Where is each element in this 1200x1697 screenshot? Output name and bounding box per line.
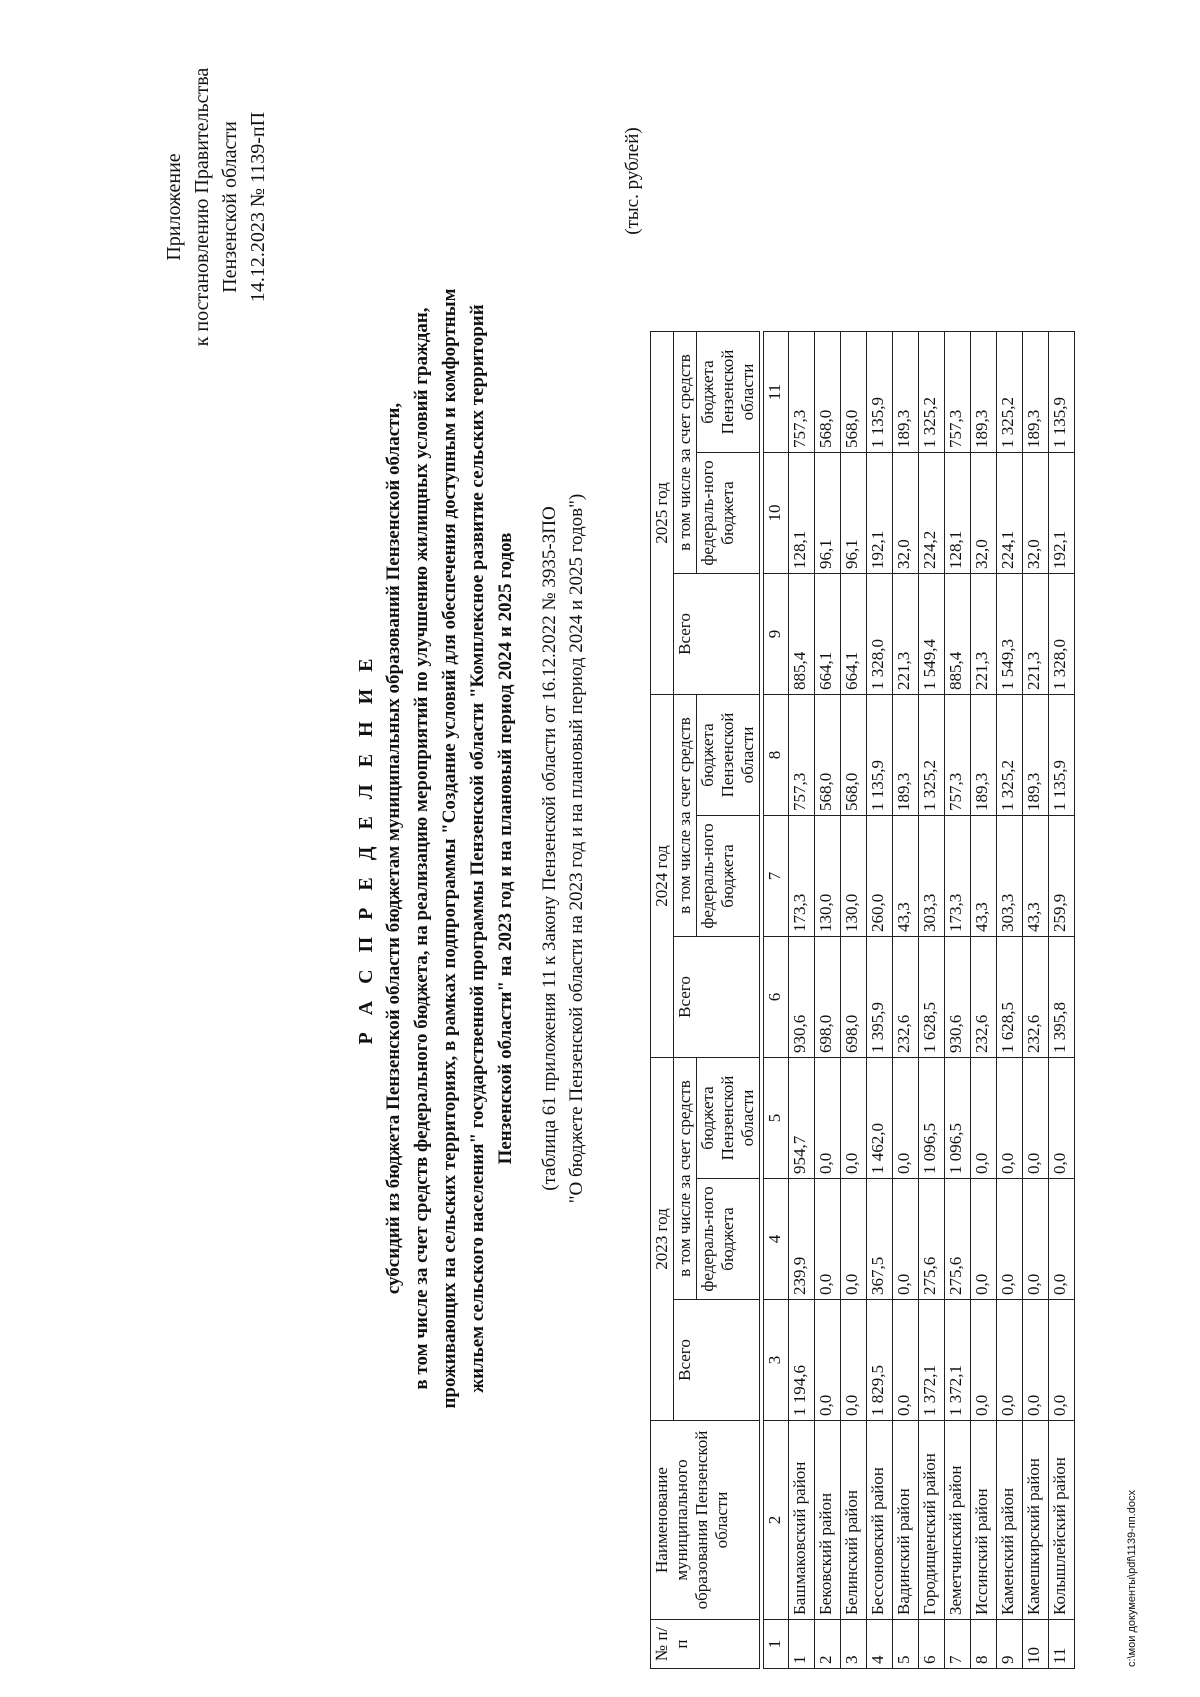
district-name-cell: Каменский район: [997, 1421, 1023, 1620]
table-row: [997, 332, 1023, 1669]
appendix-block: [160, 57, 272, 357]
value-cell: 367,5: [867, 1179, 893, 1300]
appendix-line: Приложение: [163, 153, 185, 261]
value-cell: 1 325,2: [919, 332, 945, 453]
source-line: "О бюджете Пензенской области на 2023 год и на плановый период 2024 и 2025 годов"): [566, 493, 587, 1204]
district-name-cell: Белинский район: [841, 1421, 867, 1620]
table-row: [1023, 332, 1049, 1669]
value-cell: 232,6: [893, 937, 919, 1058]
value-cell: 930,6: [945, 937, 971, 1058]
value-cell: 568,0: [841, 695, 867, 816]
table-row: [867, 332, 893, 1669]
value-cell: 32,0: [1023, 453, 1049, 574]
value-cell: 0,0: [815, 1179, 841, 1300]
column-number-row: [764, 332, 789, 1669]
value-cell: 43,3: [971, 816, 997, 937]
value-cell: 221,3: [1023, 574, 1049, 695]
value-cell: 0,0: [997, 1058, 1023, 1179]
value-cell: 757,3: [789, 695, 815, 816]
heading-line: в том числе за счет средств федерального бюджета, на реализацию мероприятий по улучшению жилищных условий граждан,: [411, 307, 432, 1390]
value-cell: 1 325,2: [919, 695, 945, 816]
value-cell: 189,3: [893, 695, 919, 816]
row-number-cell: 3: [841, 1620, 867, 1669]
value-cell: 192,1: [867, 453, 893, 574]
value-cell: 130,0: [841, 816, 867, 937]
table-row: [841, 332, 867, 1669]
header-incl-2024: в том числе за счет средств: [674, 695, 697, 937]
value-cell: 189,3: [971, 332, 997, 453]
value-cell: 32,0: [971, 453, 997, 574]
value-cell: 568,0: [815, 332, 841, 453]
table-row: [1049, 332, 1075, 1669]
value-cell: 1 135,9: [867, 695, 893, 816]
column-number-cell: 7: [764, 816, 789, 937]
value-cell: 1 395,8: [1049, 937, 1075, 1058]
value-cell: 1 135,9: [1049, 332, 1075, 453]
value-cell: 1 372,1: [945, 1300, 971, 1421]
heading-line: субсидий из бюджета Пензенской области бюджетам муниципальных образований Пензенской области,: [383, 402, 404, 1295]
value-cell: 275,6: [945, 1179, 971, 1300]
value-cell: 0,0: [815, 1058, 841, 1179]
value-cell: 757,3: [945, 695, 971, 816]
district-name-cell: Камешкирский район: [1023, 1421, 1049, 1620]
value-cell: 232,6: [971, 937, 997, 1058]
appendix-line: Пензенской области: [219, 121, 241, 293]
value-cell: 0,0: [971, 1058, 997, 1179]
row-number-cell: 9: [997, 1620, 1023, 1669]
value-cell: 303,3: [997, 816, 1023, 937]
table-row: [919, 332, 945, 1669]
value-cell: 0,0: [971, 1179, 997, 1300]
value-cell: 1 325,2: [997, 695, 1023, 816]
row-number-cell: 10: [1023, 1620, 1049, 1669]
value-cell: 0,0: [1023, 1179, 1049, 1300]
header-total-2025: Всего: [674, 574, 760, 695]
value-cell: 954,7: [789, 1058, 815, 1179]
district-name-cell: Вадинский район: [893, 1421, 919, 1620]
header-year-2024: 2024 год: [651, 695, 674, 1058]
row-number-cell: 5: [893, 1620, 919, 1669]
value-cell: 885,4: [945, 574, 971, 695]
value-cell: 43,3: [1023, 816, 1049, 937]
header-num: № п/п: [651, 1620, 760, 1669]
value-cell: 1 549,4: [919, 574, 945, 695]
value-cell: 189,3: [893, 332, 919, 453]
value-cell: 96,1: [841, 453, 867, 574]
value-cell: 239,9: [789, 1179, 815, 1300]
value-cell: 32,0: [893, 453, 919, 574]
value-cell: 221,3: [971, 574, 997, 695]
document-heading: [352, 0, 520, 1697]
table-row: [893, 332, 919, 1669]
value-cell: 232,6: [1023, 937, 1049, 1058]
value-cell: 96,1: [815, 453, 841, 574]
district-name-cell: Земетчинский район: [945, 1421, 971, 1620]
row-number-cell: 2: [815, 1620, 841, 1669]
value-cell: 130,0: [815, 816, 841, 937]
header-incl-2023: в том числе за счет средств: [674, 1058, 697, 1300]
value-cell: 930,6: [789, 937, 815, 1058]
value-cell: 189,3: [1023, 332, 1049, 453]
value-cell: 0,0: [971, 1300, 997, 1421]
value-cell: 189,3: [1023, 695, 1049, 816]
value-cell: 0,0: [997, 1300, 1023, 1421]
column-number-cell: 6: [764, 937, 789, 1058]
value-cell: 0,0: [1049, 1300, 1075, 1421]
header-fed-2023: федераль-ного бюджета: [697, 1179, 760, 1300]
district-name-cell: Башмаковский район: [789, 1421, 815, 1620]
value-cell: 224,2: [919, 453, 945, 574]
value-cell: 224,1: [997, 453, 1023, 574]
value-cell: 1 135,9: [1049, 695, 1075, 816]
value-cell: 189,3: [971, 695, 997, 816]
column-number-cell: 1: [764, 1620, 789, 1669]
value-cell: 1 325,2: [997, 332, 1023, 453]
value-cell: 303,3: [919, 816, 945, 937]
value-cell: 0,0: [815, 1300, 841, 1421]
district-name-cell: Иссинский район: [971, 1421, 997, 1620]
row-number-cell: 1: [789, 1620, 815, 1669]
header-total-2024: Всего: [674, 937, 760, 1058]
value-cell: 0,0: [997, 1179, 1023, 1300]
value-cell: 1 328,0: [1049, 574, 1075, 695]
appendix-line: 14.12.2023 № 1139-пП: [247, 111, 269, 303]
value-cell: 1 395,9: [867, 937, 893, 1058]
value-cell: 259,9: [1049, 816, 1075, 937]
header-total-2023: Всего: [674, 1300, 760, 1421]
header-name: Наименование муниципального образования Пензенской области: [651, 1421, 760, 1620]
value-cell: 221,3: [893, 574, 919, 695]
table-row: [789, 332, 815, 1669]
value-cell: 1 628,5: [919, 937, 945, 1058]
value-cell: 0,0: [1049, 1058, 1075, 1179]
header-year-2023: 2023 год: [651, 1058, 674, 1421]
units-label: (тыс. рублей): [622, 127, 643, 235]
file-path-footer: c:\мои документы\pdf\1139-пп.docx: [1126, 1490, 1138, 1667]
value-cell: 1 096,5: [919, 1058, 945, 1179]
row-number-cell: 7: [945, 1620, 971, 1669]
heading-line: жильем сельского населения" государственной программы Пензенской области "Комплексное развитие сельских территорий: [467, 304, 488, 1393]
value-cell: 0,0: [841, 1179, 867, 1300]
value-cell: 1 462,0: [867, 1058, 893, 1179]
column-number-cell: 4: [764, 1179, 789, 1300]
source-reference: [536, 0, 590, 1697]
value-cell: 0,0: [841, 1300, 867, 1421]
value-cell: 0,0: [1049, 1179, 1075, 1300]
header-reg-2024: бюджета Пензенской области: [697, 695, 760, 816]
value-cell: 757,3: [789, 332, 815, 453]
value-cell: 0,0: [1023, 1058, 1049, 1179]
table-row: [945, 332, 971, 1669]
value-cell: 664,1: [841, 574, 867, 695]
value-cell: 173,3: [945, 816, 971, 937]
value-cell: 43,3: [893, 816, 919, 937]
header-fed-2025: федераль-ного бюджета: [697, 453, 760, 574]
value-cell: 1 372,1: [919, 1300, 945, 1421]
district-name-cell: Бековский район: [815, 1421, 841, 1620]
column-number-cell: 9: [764, 574, 789, 695]
value-cell: 260,0: [867, 816, 893, 937]
column-number-cell: 3: [764, 1300, 789, 1421]
value-cell: 1 194,6: [789, 1300, 815, 1421]
value-cell: 0,0: [1023, 1300, 1049, 1421]
value-cell: 0,0: [841, 1058, 867, 1179]
value-cell: 1 096,5: [945, 1058, 971, 1179]
document-title: Р А С П Р Е Д Е Л Е Н И Е: [355, 652, 377, 1045]
column-number-cell: 2: [764, 1421, 789, 1620]
header-incl-2025: в том числе за счет средств: [674, 332, 697, 574]
value-cell: 1 135,9: [867, 332, 893, 453]
value-cell: 173,3: [789, 816, 815, 937]
value-cell: 1 628,5: [997, 937, 1023, 1058]
column-number-cell: 5: [764, 1058, 789, 1179]
value-cell: 664,1: [815, 574, 841, 695]
table-row: [815, 332, 841, 1669]
table-body: [760, 332, 1075, 1669]
value-cell: 128,1: [945, 453, 971, 574]
district-name-cell: Бессоновский район: [867, 1421, 893, 1620]
value-cell: 192,1: [1049, 453, 1075, 574]
value-cell: 0,0: [893, 1179, 919, 1300]
column-number-cell: 10: [764, 453, 789, 574]
column-number-cell: 8: [764, 695, 789, 816]
distribution-table: [650, 331, 1075, 1669]
value-cell: 757,3: [945, 332, 971, 453]
header-fed-2024: федераль-ного бюджета: [697, 816, 760, 937]
value-cell: 698,0: [815, 937, 841, 1058]
header-year-2025: 2025 год: [651, 332, 674, 695]
value-cell: 1 549,3: [997, 574, 1023, 695]
value-cell: 698,0: [841, 937, 867, 1058]
value-cell: 885,4: [789, 574, 815, 695]
header-reg-2023: бюджета Пензенской области: [697, 1058, 760, 1179]
appendix-line: к постановлению Правительства: [191, 67, 213, 347]
heading-line: проживающих на сельских территориях, в рамках подпрограммы "Создание условий для обеспечения доступным и комфортным: [439, 288, 460, 1409]
row-number-cell: 8: [971, 1620, 997, 1669]
value-cell: 1 829,5: [867, 1300, 893, 1421]
header-reg-2025: бюджета Пензенской области: [697, 332, 760, 453]
row-number-cell: 11: [1049, 1620, 1075, 1669]
value-cell: 568,0: [841, 332, 867, 453]
value-cell: 568,0: [815, 695, 841, 816]
row-number-cell: 6: [919, 1620, 945, 1669]
value-cell: 1 328,0: [867, 574, 893, 695]
distribution-table-wrap: [650, 331, 1075, 1669]
column-number-cell: 11: [764, 332, 789, 453]
value-cell: 0,0: [893, 1300, 919, 1421]
table-row: [971, 332, 997, 1669]
heading-line: Пензенской области" на 2023 год и на плановый период 2024 и 2025 годов: [495, 532, 516, 1165]
value-cell: 0,0: [893, 1058, 919, 1179]
source-line: (таблица 61 приложения 11 к Закону Пензенской области от 16.12.2022 № 3935-ЗПО: [539, 506, 560, 1191]
district-name-cell: Колышлейский район: [1049, 1421, 1075, 1620]
row-number-cell: 4: [867, 1620, 893, 1669]
value-cell: 128,1: [789, 453, 815, 574]
value-cell: 275,6: [919, 1179, 945, 1300]
district-name-cell: Городищенский район: [919, 1421, 945, 1620]
